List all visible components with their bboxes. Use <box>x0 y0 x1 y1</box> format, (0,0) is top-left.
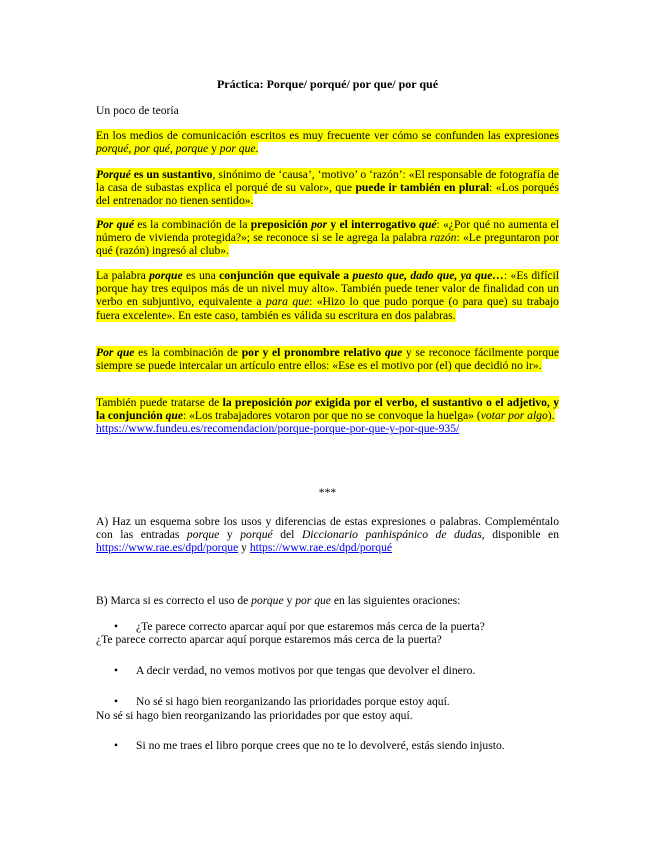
sentence-3: • No sé si hago bien reorganizando las prioridades porque estoy aquí. <box>114 695 450 708</box>
theory-heading: Un poco de teoría <box>96 104 179 117</box>
bullet-icon: • <box>114 739 119 752</box>
theory-paragraph-5: Por que es la combinación de por y el pronombre relativo que y se reconoce fácilmente porque siempre se puede intercalar un artículo entre ellos: «Ese es el motivo por (el) que decidió no ir». <box>96 346 560 373</box>
sentence-1: • ¿Te parece correcto aparcar aquí por que estaremos más cerca de la puerta? <box>114 620 485 633</box>
theory-paragraph-2: Porqué es un sustantivo, sinónimo de ‘causa’, ‘motivo’ o ‘razón’: «El responsable de fotografía de la casa de subastas explica el porqué de su valor», que puede ir también en plural: «Los porqués del entrenador no tienen sentido». <box>96 168 559 208</box>
sentence-1-alternative: ¿Te parece correcto aparcar aquí porque estaremos más cerca de la puerta? <box>96 633 442 646</box>
bullet-icon: • <box>114 695 119 708</box>
rae-porque-accent-link[interactable]: https://www.rae.es/dpd/porqué <box>249 541 393 555</box>
rae-porque-link[interactable]: https://www.rae.es/dpd/porque <box>96 541 239 555</box>
theory-paragraph-4: La palabra porque es una conjunción que equivale a puesto que, dado que, ya que…: «Es difícil porque hay tres equipos más de un nivel muy alto». También puede tener valor de finalidad con un verbo en subjuntivo, equivalente a para que: «Hizo lo que pudo porque (o para que) su trabajo fuera excelente». En este caso, también es válida su escritura en dos palabras. <box>96 269 560 322</box>
exercise-a: A) Haz un esquema sobre los usos y diferencias de estas expresiones o palabras. Compleméntalo con las entradas porque y porqué del Diccionario panhispánico de dudas, disponible en https://www.rae.es/dpd/porque y https://www.rae.es/dpd/porqué <box>96 515 560 555</box>
sentence-3-alternative: No sé si hago bien reorganizando las prioridades por que estoy aquí. <box>96 709 413 722</box>
fundeu-source-link[interactable]: https://www.fundeu.es/recomendacion/porque-porque-por-que-y-por-que-935/ <box>96 422 460 436</box>
theory-paragraph-1: En los medios de comunicación escritos es muy frecuente ver cómo se confunden las expresiones porqué, por qué, porque y por que. <box>96 129 559 156</box>
page-title: Práctica: Porque/ porqué/ por que/ por qué <box>216 77 439 91</box>
bullet-icon: • <box>114 620 119 633</box>
theory-paragraph-6: También puede tratarse de la preposición por exigida por el verbo, el sustantivo o el adjetivo, y la conjunción que: «Los trabajadores votaron por que no se convoque la huelga» (votar por algo). https://www.fundeu.es/recomendacion/porque-porque-por-que-y-por-que-935/ <box>96 396 559 436</box>
sentence-2: • A decir verdad, no vemos motivos por que tengas que devolver el dinero. <box>114 664 476 677</box>
theory-paragraph-3: Por qué es la combinación de la preposición por y el interrogativo qué: «¿Por qué no aumenta el número de vivienda protegida?»; se reconoce si se le agrega la palabra razón: «Le preguntaron por qué (razón) ingresó al club». <box>96 218 559 258</box>
section-separator: *** <box>318 486 337 499</box>
bullet-icon: • <box>114 664 119 677</box>
sentence-4: • Si no me traes el libro porque crees que no te lo devolveré, estás siendo injusto. <box>114 739 505 752</box>
exercise-b-heading: B) Marca si es correcto el uso de porque y por que en las siguientes oraciones: <box>96 594 461 607</box>
